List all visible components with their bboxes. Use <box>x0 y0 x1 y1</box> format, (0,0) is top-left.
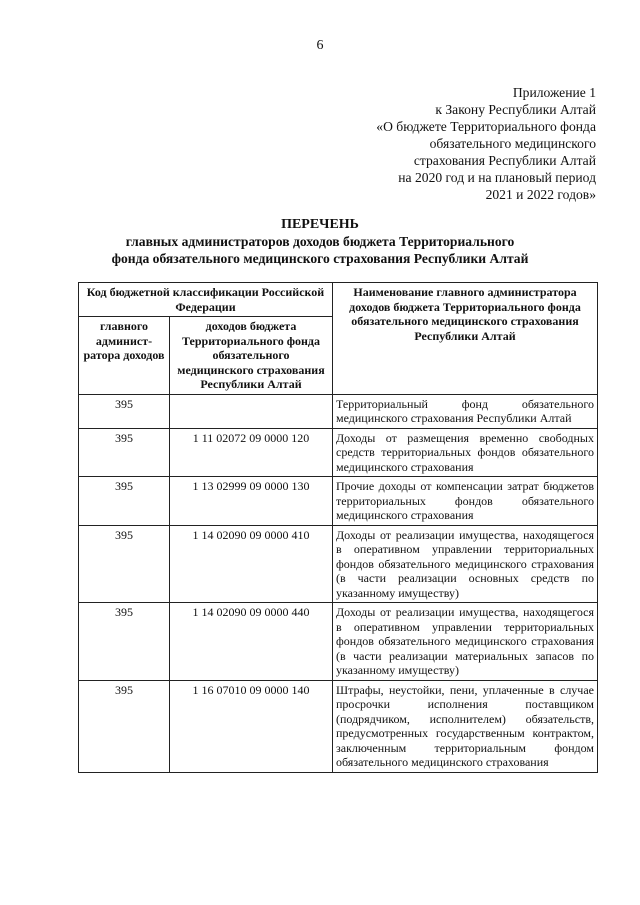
name-cell: Доходы от реализации имущества, находящегося в оперативном управлении территориальных фондов обязательного медицинского страхования (в части реализации основных средств по указанному имуществу) <box>333 525 598 603</box>
income-code-cell: 1 16 07010 09 0000 140 <box>170 680 333 772</box>
admin-code-cell: 395 <box>79 525 170 603</box>
admin-code-cell: 395 <box>79 680 170 772</box>
admin-code-cell: 395 <box>79 428 170 477</box>
table-row <box>79 525 598 603</box>
appendix-line: обязательного медицинского <box>429 136 596 151</box>
income-code-cell: 1 11 02072 09 0000 120 <box>170 428 333 477</box>
admin-code-cell: 395 <box>79 394 170 428</box>
name-cell: Доходы от реализации имущества, находящегося в оперативном управлении территориальных фондов обязательного медицинского страхования (в части реализации материальных запасов по указанному имуществу) <box>333 603 598 681</box>
income-code-cell: 1 14 02090 09 0000 440 <box>170 603 333 681</box>
title-line: главных администраторов доходов бюджета Территориального <box>125 234 515 249</box>
appendix-line: на 2020 год и на плановый период <box>398 170 596 185</box>
title-line: фонда обязательного медицинского страхования Республики Алтай <box>111 251 529 266</box>
header-budget-classification-code: Код бюджетной классификации Российской Федерации <box>79 283 333 317</box>
admin-code-cell: 395 <box>79 477 170 526</box>
name-cell: Прочие доходы от компенсации затрат бюджетов территориальных фондов обязательного медицинского страхования <box>333 477 598 526</box>
name-cell: Территориальный фонд обязательного медицинского страхования Республики Алтай <box>333 394 598 428</box>
income-code-cell <box>170 394 333 428</box>
appendix-line: к Закону Республики Алтай <box>435 102 596 117</box>
appendix-block <box>296 84 596 203</box>
page-number: 6 <box>316 38 324 53</box>
table-row <box>79 394 598 428</box>
document-title <box>0 216 640 267</box>
header-main-administrator: главного админист-ратора доходов <box>79 317 170 395</box>
table-row <box>79 428 598 477</box>
appendix-line: «О бюджете Территориального фонда <box>376 119 596 134</box>
header-fund-income: доходов бюджета Территориального фонда обязательного медицинского страхования Республики Алтай <box>170 317 333 395</box>
name-cell: Доходы от размещения временно свободных средств территориальных фондов обязательного медицинского страхования <box>333 428 598 477</box>
admin-code-cell: 395 <box>79 603 170 681</box>
table-row <box>79 603 598 681</box>
appendix-line: Приложение 1 <box>512 85 596 100</box>
appendix-line: 2021 и 2022 годов» <box>485 187 596 202</box>
table-row <box>79 680 598 772</box>
administrators-table <box>78 282 598 773</box>
table-row <box>79 477 598 526</box>
income-code-cell: 1 13 02999 09 0000 130 <box>170 477 333 526</box>
appendix-line: страхования Республики Алтай <box>413 153 596 168</box>
income-code-cell: 1 14 02090 09 0000 410 <box>170 525 333 603</box>
table-header-row <box>79 283 598 317</box>
title-heading: ПЕРЕЧЕНЬ <box>281 217 359 232</box>
name-cell: Штрафы, неустойки, пени, уплаченные в случае просрочки исполнения поставщиком (подрядчиком, исполнителем) обязательств, предусмотренных государственным контрактом, заключенным территориальным фондом обязательного медицинского страхования <box>333 680 598 772</box>
header-administrator-name: Наименование главного администратора доходов бюджета Территориального фонда обязательного медицинского страхования Республики Алтай <box>333 283 598 395</box>
